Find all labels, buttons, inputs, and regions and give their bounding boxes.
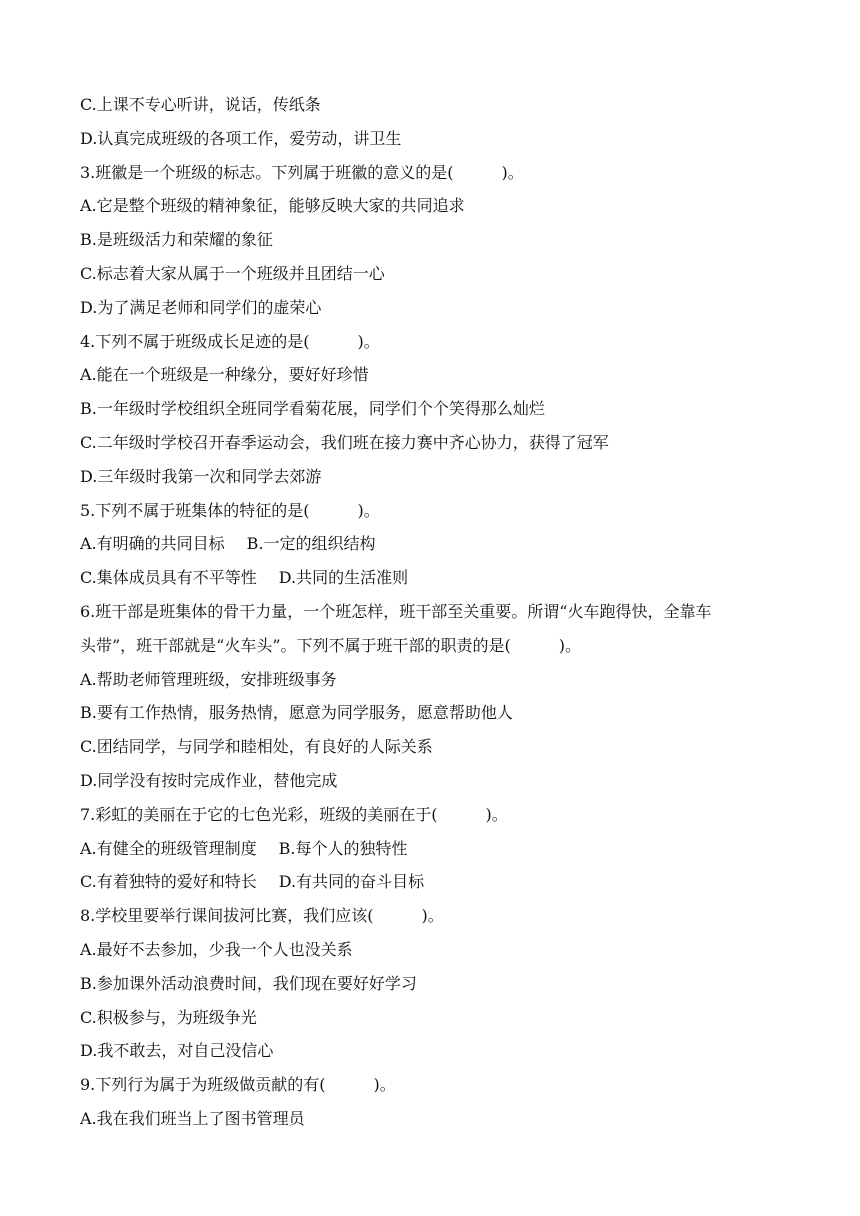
q8-option-a: A.最好不去参加，少我一个人也没关系	[80, 939, 353, 959]
question-6-line-2: 头带”，班干部就是“火车头”。下列不属于班干部的职责的是( )。	[80, 635, 582, 655]
q7-options-ab	[80, 832, 790, 866]
q7-option-b: B.每个人的独特性	[278, 838, 408, 858]
q2-option-c: C.上课不专心听讲，说话，传纸条	[80, 95, 321, 114]
document-page	[80, 88, 790, 1136]
q8-option-c: C.积极参与，为班级争光	[80, 1007, 257, 1027]
q7-options-cd	[80, 865, 790, 899]
q8-option-d: D.我不敢去，对自己没信心	[80, 1041, 274, 1061]
q6-option-b: B.要有工作热情，服务热情，愿意为同学服务，愿意帮助他人	[80, 703, 513, 723]
question-8: 8.学校里要举行课间拔河比赛，我们应该( )。	[80, 906, 444, 926]
q5-option-d: D.共同的生活准则	[278, 568, 409, 588]
q3-option-b: B.是班级活力和荣耀的象征	[80, 230, 273, 250]
q7-option-c: C.有着独特的爱好和特长	[80, 872, 257, 892]
question-5: 5.下列不属于班集体的特征的是( )。	[80, 500, 380, 520]
question-9: 9.下列行为属于为班级做贡献的有( )。	[80, 1075, 396, 1095]
q5-option-b: B.一定的组织结构	[246, 534, 376, 554]
question-4: 4.下列不属于班级成长足迹的是( )。	[80, 331, 380, 351]
q7-option-a: A.有健全的班级管理制度	[80, 838, 257, 858]
q3-option-a: A.它是整个班级的精神象征，能够反映大家的共同追求	[80, 196, 465, 216]
q9-option-a: A.我在我们班当上了图书管理员	[80, 1108, 305, 1128]
q5-options-cd	[80, 561, 790, 595]
q5-option-a: A.有明确的共同目标	[80, 534, 225, 554]
q5-option-c: C.集体成员具有不平等性	[80, 568, 257, 588]
q3-option-c: C.标志着大家从属于一个班级并且团结一心	[80, 263, 385, 283]
question-3: 3.班徽是一个班级的标志。下列属于班徽的意义的是( )。	[80, 162, 524, 182]
q6-option-a: A.帮助老师管理班级，安排班级事务	[80, 669, 337, 689]
q8-option-b: B.参加课外活动浪费时间，我们现在要好好学习	[80, 973, 417, 993]
question-7: 7.彩虹的美丽在于它的七色光彩，班级的美丽在于( )。	[80, 804, 508, 824]
q4-option-b: B.一年级时学校组织全班同学看菊花展，同学们个个笑得那么灿烂	[80, 399, 545, 419]
q6-option-c: C.团结同学，与同学和睦相处，有良好的人际关系	[80, 737, 433, 757]
q2-option-d: D.认真完成班级的各项工作，爱劳动，讲卫生	[80, 128, 402, 148]
q4-option-a: A.能在一个班级是一种缘分，要好好珍惜	[80, 365, 369, 385]
q4-option-d: D.三年级时我第一次和同学去郊游	[80, 466, 322, 486]
q4-option-c: C.二年级时学校召开春季运动会，我们班在接力赛中齐心协力，获得了冠军	[80, 432, 609, 452]
q7-option-d: D.有共同的奋斗目标	[278, 872, 425, 892]
q6-option-d: D.同学没有按时完成作业，替他完成	[80, 770, 338, 790]
q5-options-ab	[80, 527, 790, 561]
question-6-line-1: 6.班干部是班集体的骨干力量，一个班怎样，班干部至关重要。所谓“火车跑得快，全靠车	[80, 601, 712, 621]
q3-option-d: D.为了满足老师和同学们的虚荣心	[80, 297, 322, 317]
